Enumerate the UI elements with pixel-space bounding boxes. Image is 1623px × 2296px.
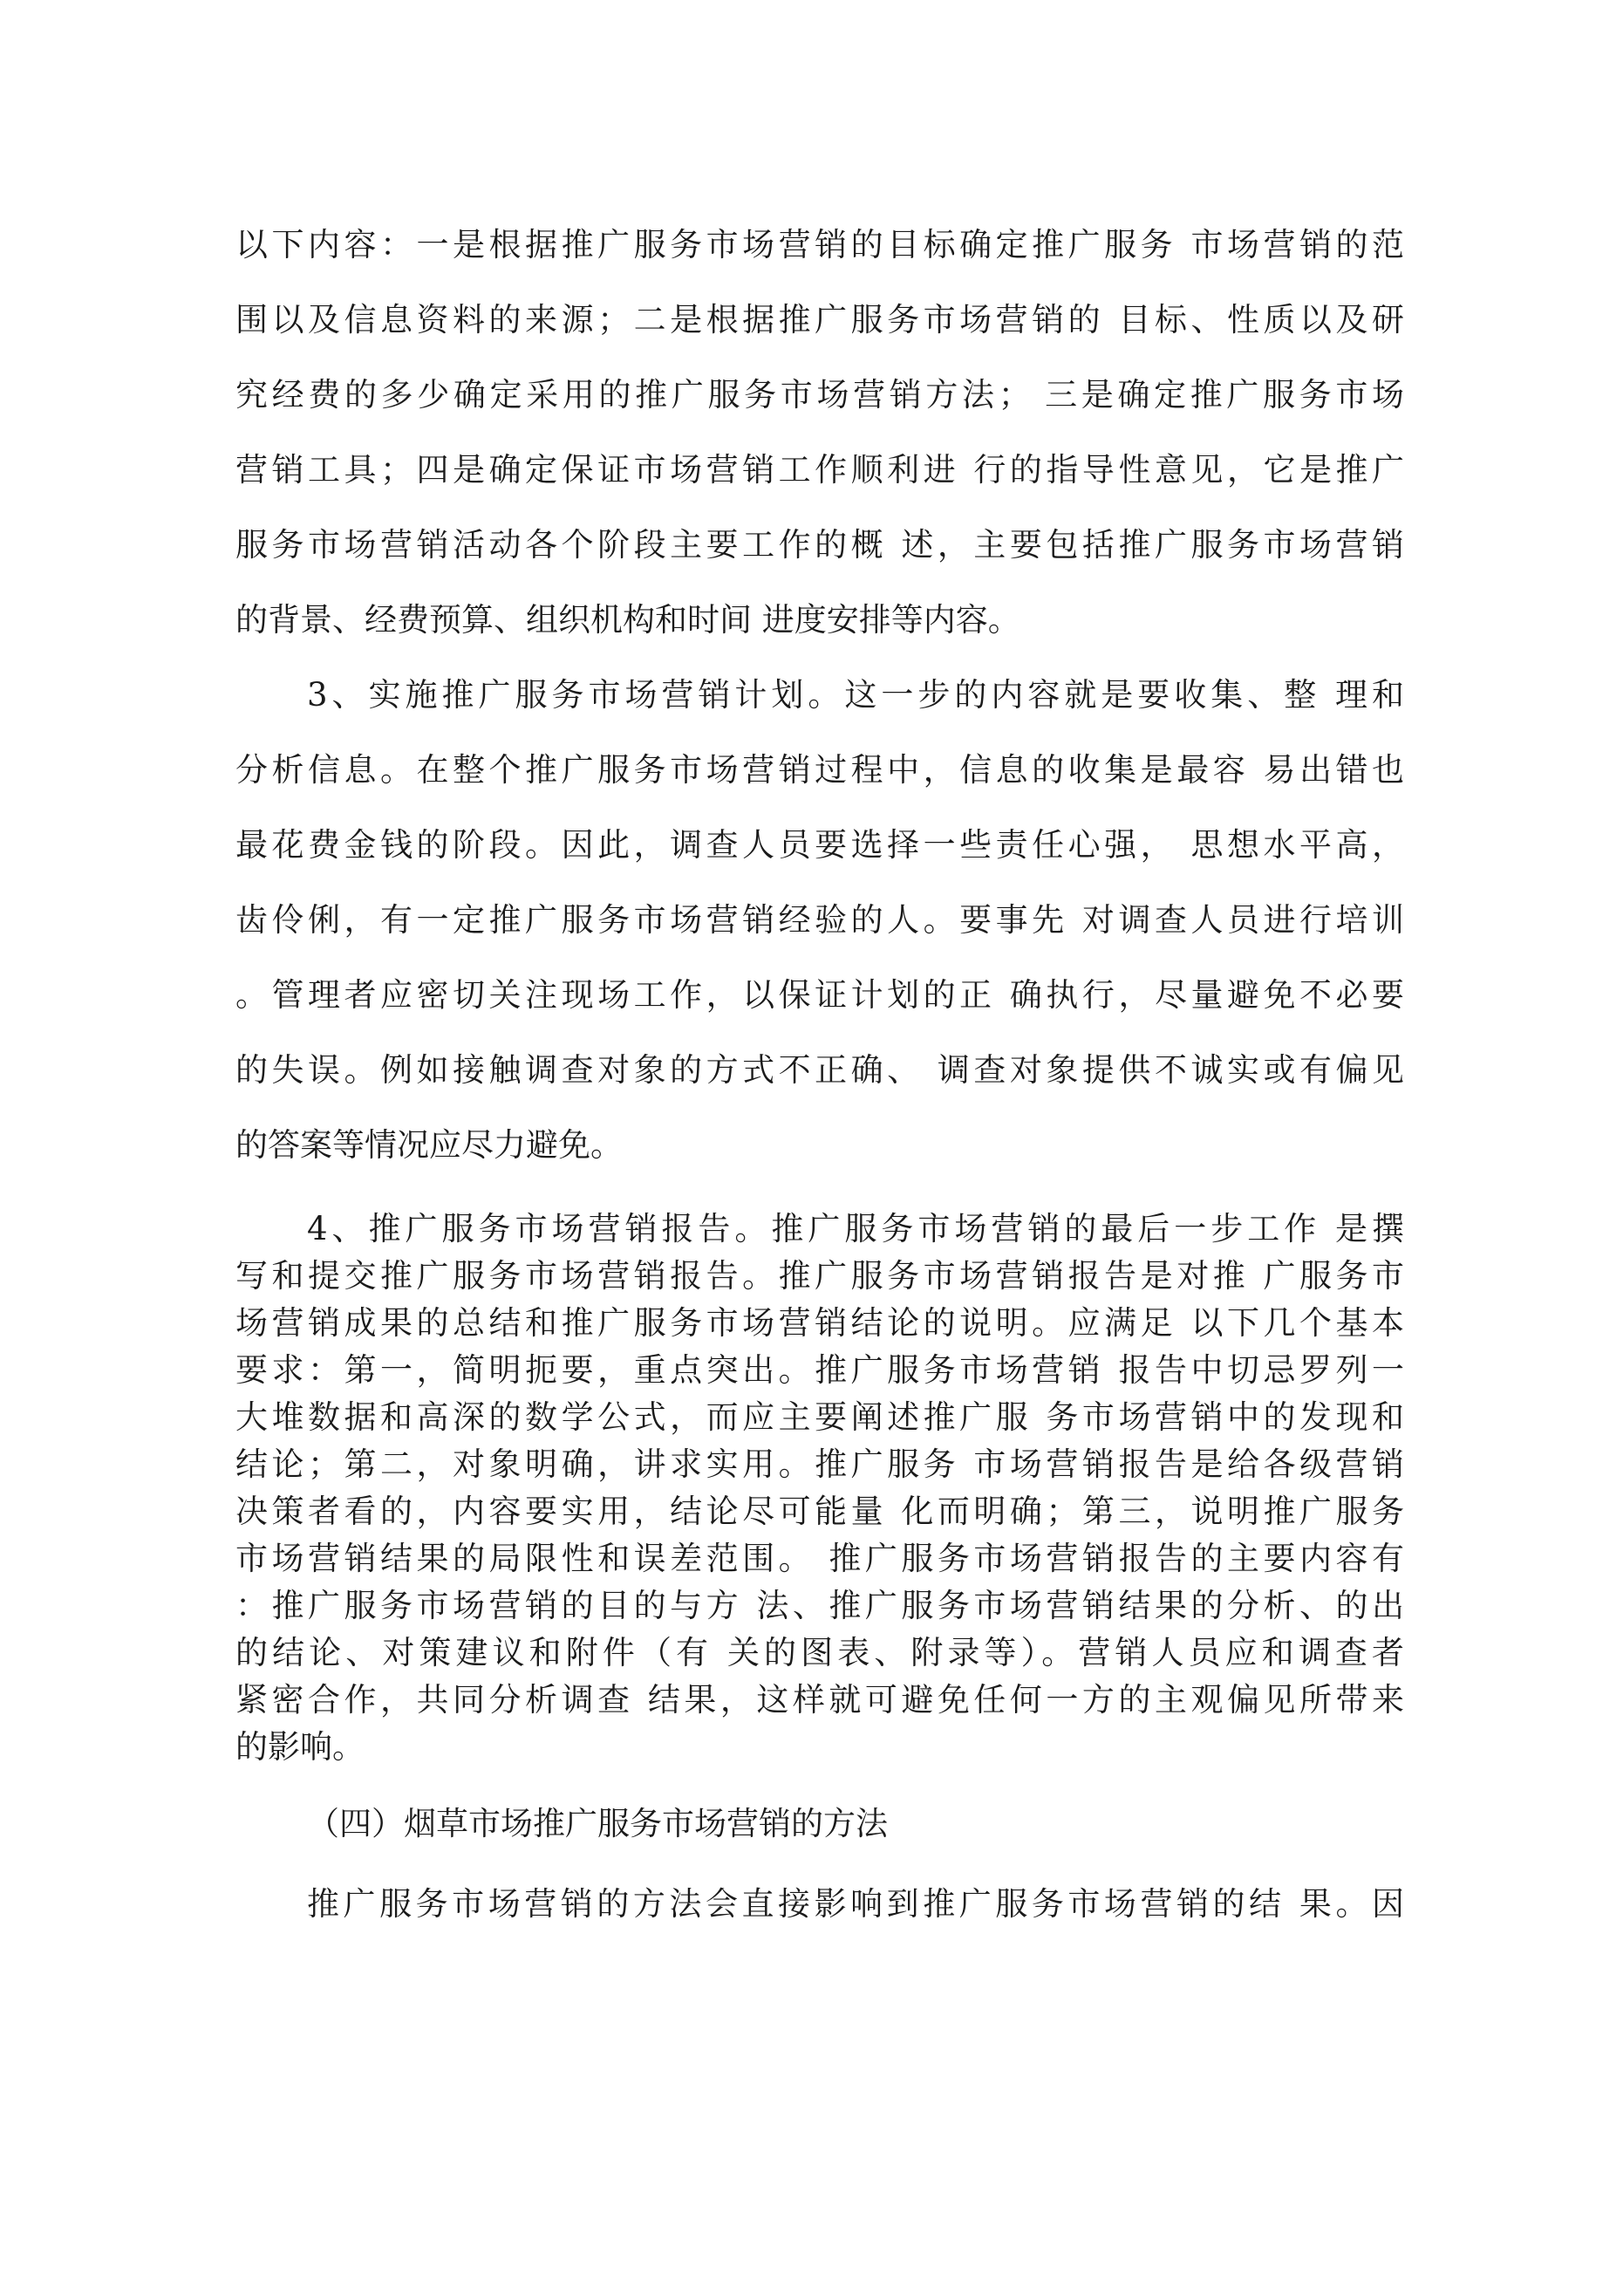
paragraph-3-line-10: 的结论、对策建议和附件（有 关的图表、附录等）。营销人员应和调查者 xyxy=(235,1634,1404,1671)
paragraph-2-line-6: 的失误。例如接触调查对象的方式不正确、 调查对象提供不诚实或有偏见 xyxy=(235,1051,1404,1089)
paragraph-2-line-5: 。管理者应密切关注现场工作，以保证计划的正 确执行，尽量避免不必要 xyxy=(235,976,1404,1014)
paragraph-1-line-5: 服务市场营销活动各个阶段主要工作的概 述，主要包括推广服务市场营销 xyxy=(235,526,1404,564)
paragraph-3-line-5: 大堆数据和高深的数学公式，而应主要阐述推广服 务市场营销中的发现和 xyxy=(235,1398,1404,1436)
paragraph-3-line-8: 市场营销结果的局限性和误差范围。 推广服务市场营销报告的主要内容有 xyxy=(235,1540,1404,1577)
paragraph-2-line-7: 的答案等情况应尽力避免。 xyxy=(235,1126,623,1164)
paragraph-1-line-3: 究经费的多少确定采用的推广服务市场营销方法； 三是确定推广服务市场 xyxy=(235,376,1404,413)
paragraph-3-line-7: 决策者看的，内容要实用，结论尽可能量 化而明确；第三，说明推广服务 xyxy=(235,1493,1404,1530)
paragraph-5-line-1: 推广服务市场营销的方法会直接影响到推广服务市场营销的结 果。因 xyxy=(307,1885,1404,1923)
paragraph-1-line-1: 以下内容：一是根据推广服务市场营销的目标确定推广服务 市场营销的范 xyxy=(235,226,1404,263)
paragraph-3-line-9: ：推广服务市场营销的目的与方 法、推广服务市场营销结果的分析、的出 xyxy=(235,1587,1404,1624)
paragraph-2-line-2: 分析信息。在整个推广服务市场营销过程中，信息的收集是最容 易出错也 xyxy=(235,751,1404,789)
paragraph-1-line-6: 的背景、经费预算、组织机构和时间 进度安排等内容。 xyxy=(235,601,1020,639)
paragraph-1-line-4: 营销工具；四是确定保证市场营销工作顺利进 行的指导性意见，它是推广 xyxy=(235,451,1404,489)
section-heading: （四）烟草市场推广服务市场营销的方法 xyxy=(307,1805,888,1842)
paragraph-3-line-6: 结论；第二，对象明确，讲求实用。推广服务 市场营销报告是给各级营销 xyxy=(235,1445,1404,1483)
paragraph-3-line-4: 要求：第一，简明扼要，重点突出。推广服务市场营销 报告中切忌罗列一 xyxy=(235,1351,1404,1389)
paragraph-2-line-3: 最花费金钱的阶段。因此，调查人员要选择一些责任心强， 思想水平高， xyxy=(235,826,1404,864)
paragraph-2-line-1: 3、实施推广服务市场营销计划。这一步的内容就是要收集、整 理和 xyxy=(307,676,1404,714)
paragraph-3-line-3: 场营销成果的总结和推广服务市场营销结论的说明。应满足 以下几个基本 xyxy=(235,1304,1404,1342)
paragraph-3-line-2: 写和提交推广服务市场营销报告。推广服务市场营销报告是对推 广服务市 xyxy=(235,1257,1404,1295)
paragraph-3-line-1: 4、推广服务市场营销报告。推广服务市场营销的最后一步工作 是撰 xyxy=(307,1210,1404,1247)
paragraph-1-line-2: 围以及信息资料的来源；二是根据推广服务市场营销的 目标、性质以及研 xyxy=(235,301,1404,338)
paragraph-3-line-12: 的影响。 xyxy=(235,1728,365,1766)
paragraph-3-line-11: 紧密合作，共同分析调查 结果，这样就可避免任何一方的主观偏见所带来 xyxy=(235,1681,1404,1719)
paragraph-2-line-4: 齿伶俐，有一定推广服务市场营销经验的人。要事先 对调查人员进行培训 xyxy=(235,901,1404,939)
